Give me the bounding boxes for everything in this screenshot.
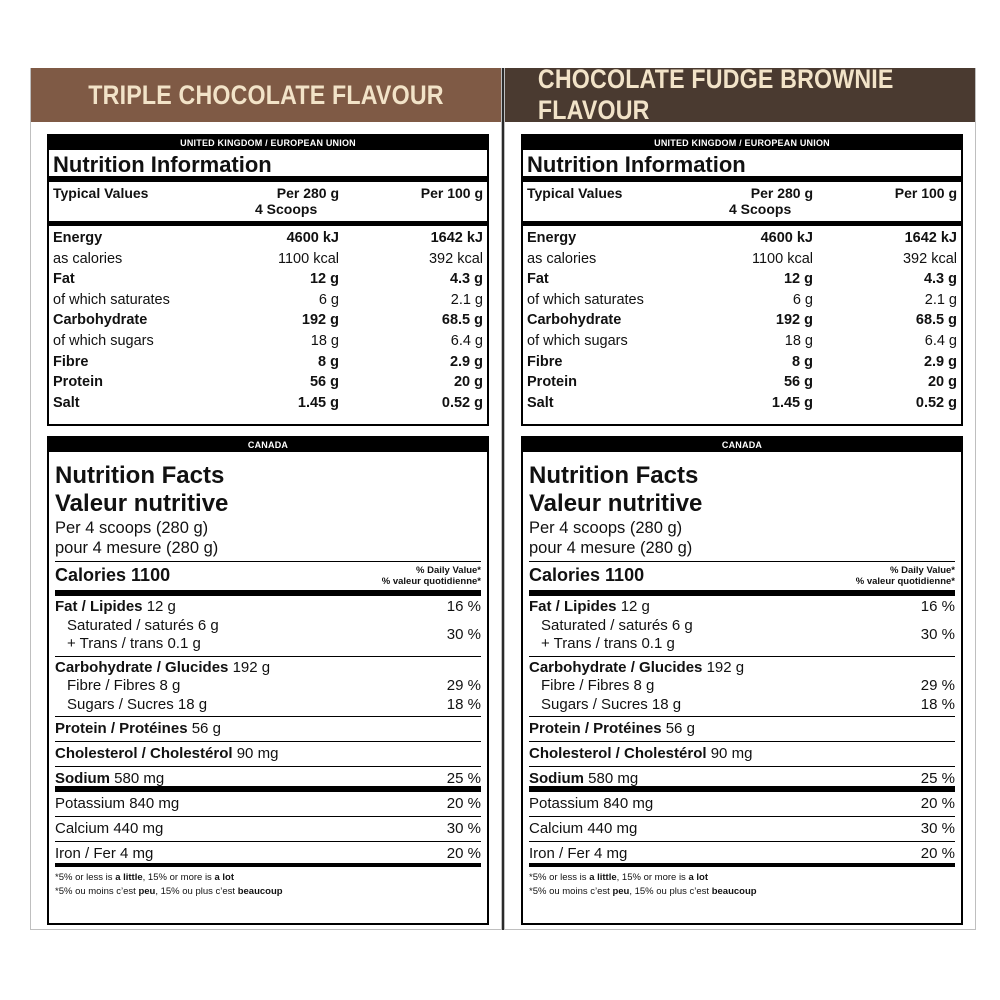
per-serving-value: 1100 kcal <box>752 250 813 267</box>
daily-value-header <box>382 565 481 587</box>
flavour-title: TRIPLE CHOCOLATE FLAVOUR <box>88 79 444 110</box>
uk-nutrient-row <box>523 393 961 414</box>
nutrition-facts-title <box>529 452 955 518</box>
potassium-dv: 20 % <box>920 795 955 812</box>
footnote-en <box>529 871 955 885</box>
calcium-dv: 30 % <box>920 820 955 837</box>
per-serving-value: 18 g <box>784 332 813 349</box>
nutrient-label: Fat <box>527 271 549 288</box>
nutrient-label: Salt <box>527 394 554 411</box>
fibre-row <box>55 677 481 696</box>
dv-en: % Daily Value* <box>416 565 481 576</box>
nutrition-information-title: Nutrition Information <box>49 150 487 182</box>
title-en: Nutrition Facts <box>55 462 225 489</box>
protein-row <box>529 717 955 742</box>
fat-dv: 16 % <box>920 598 955 615</box>
typical-values-header: Typical Values <box>53 185 149 201</box>
footnote-text: , 15% or more is <box>616 872 689 883</box>
footnote-fr <box>529 885 955 899</box>
iron-dv: 20 % <box>446 845 481 862</box>
nutrient-label: Salt <box>53 394 80 411</box>
per-serving-value: 192 g <box>775 312 813 329</box>
per-serving-value: 12 g <box>783 271 813 288</box>
calcium-dv: 30 % <box>446 820 481 837</box>
calcium-row <box>529 817 955 842</box>
nutrient-label: as calories <box>527 250 597 267</box>
per-serving-label: Per 280 g <box>750 185 813 201</box>
sugars-dv: 18 % <box>920 695 955 713</box>
per-100g-value: 6.4 g <box>450 332 483 349</box>
footnote-emphasis: peu <box>138 886 156 897</box>
scoops-label: 4 Scoops <box>729 201 792 217</box>
uk-eu-nutrition-table <box>521 134 963 426</box>
canada-nutrition-facts <box>47 436 489 925</box>
chocolate-fudge-brownie-panel <box>504 68 976 930</box>
uk-nutrient-row <box>49 228 487 249</box>
flavour-title: CHOCOLATE FUDGE BROWNIE FLAVOUR <box>537 68 894 122</box>
region-label: UNITED KINGDOM / EUROPEAN UNION <box>523 136 961 150</box>
carbohydrate-group <box>529 657 955 718</box>
per-serving-value: 6 g <box>318 291 339 308</box>
cholesterol-amount: 90 mg <box>710 745 753 762</box>
per-serving-header <box>233 185 339 221</box>
footnote-en <box>55 871 481 885</box>
footnote-text: , 15% ou plus c’est <box>155 886 238 897</box>
uk-nutrient-row <box>49 393 487 414</box>
uk-rows <box>523 226 961 413</box>
serving-size <box>55 518 481 562</box>
cholesterol-row <box>55 742 481 767</box>
per-100g-value: 2.9 g <box>923 353 957 370</box>
per-serving-header <box>707 185 813 221</box>
per-100g-value: 1642 kJ <box>430 230 483 246</box>
uk-rows <box>49 226 487 413</box>
footnote-emphasis: a little <box>115 872 143 883</box>
flavour-header-bar <box>505 68 975 122</box>
footnote-emphasis: beaucoup <box>237 886 283 897</box>
nutrient-label: Fibre <box>527 353 563 370</box>
sugars-row <box>55 696 481 715</box>
per-serving-value: 1100 kcal <box>278 250 339 267</box>
sodium-amount: 580 mg <box>114 770 165 787</box>
uk-nutrient-row <box>49 269 487 290</box>
saturated-dv: 30 % <box>446 625 481 643</box>
nutrient-label: Carbohydrate <box>527 312 622 329</box>
title-fr: Valeur nutritive <box>529 490 703 517</box>
calories-row <box>55 562 481 596</box>
iron-label: Iron / Fer 4 mg <box>529 845 628 862</box>
protein-label: Protein / Protéines <box>55 720 188 737</box>
uk-nutrient-row <box>49 310 487 331</box>
fat-amount: 12 g <box>620 598 650 615</box>
footnote-text: *5% or less is <box>55 872 116 883</box>
per-100g-value: 4.3 g <box>923 271 957 288</box>
nutrient-label: as calories <box>53 250 123 267</box>
title-en: Nutrition Facts <box>529 462 699 489</box>
per-100g-value: 0.52 g <box>915 394 957 411</box>
sodium-label: Sodium <box>55 770 110 787</box>
iron-label: Iron / Fer 4 mg <box>55 845 154 862</box>
fat-dv: 16 % <box>446 598 481 615</box>
uk-nutrient-row <box>523 310 961 331</box>
fat-group <box>55 596 481 657</box>
potassium-row <box>529 792 955 817</box>
saturated-trans-row <box>55 617 481 654</box>
sodium-amount: 580 mg <box>588 770 639 787</box>
region-label: CANADA <box>49 438 487 452</box>
footnote-text: , 15% or more is <box>142 872 215 883</box>
per-serving-value: 56 g <box>309 374 339 391</box>
potassium-row <box>55 792 481 817</box>
uk-nutrient-row <box>523 290 961 311</box>
fat-label: Fat / Lipides <box>55 598 143 615</box>
nutrient-label: Protein <box>53 374 103 391</box>
per-100g-value: 2.1 g <box>924 291 957 308</box>
carbohydrate-group <box>55 657 481 718</box>
sugars-dv: 18 % <box>446 695 481 713</box>
protein-amount: 56 g <box>191 720 221 737</box>
iron-row <box>55 842 481 867</box>
uk-nutrient-row <box>523 269 961 290</box>
uk-nutrient-row <box>523 372 961 393</box>
nutrient-label: Fibre <box>53 353 89 370</box>
fibre-label: Fibre / Fibres 8 g <box>67 677 181 694</box>
per-100g-value: 20 g <box>927 374 957 391</box>
sodium-row <box>529 767 955 792</box>
dv-en: % Daily Value* <box>890 565 955 576</box>
nutrient-label: Protein <box>527 374 577 391</box>
footnote-emphasis: beaucoup <box>711 886 757 897</box>
footnote-text: *5% or less is <box>529 872 590 883</box>
uk-nutrient-row <box>523 249 961 270</box>
sugars-row <box>529 696 955 715</box>
per-serving-value: 8 g <box>318 353 339 370</box>
saturated-dv: 30 % <box>920 625 955 643</box>
fibre-dv: 29 % <box>446 677 481 694</box>
title-fr: Valeur nutritive <box>55 490 229 517</box>
region-label: UNITED KINGDOM / EUROPEAN UNION <box>49 136 487 150</box>
protein-amount: 56 g <box>665 720 695 737</box>
nutrition-information-title: Nutrition Information <box>523 150 961 182</box>
nutrition-label-sheet <box>30 68 976 930</box>
per-serving-label: Per 280 g <box>276 185 339 201</box>
calcium-label: Calcium 440 mg <box>55 820 164 837</box>
cholesterol-label: Cholesterol / Cholestérol <box>529 745 707 762</box>
serving-fr: pour 4 mesure (280 g) <box>55 539 219 557</box>
nutrient-label: Fat <box>53 271 75 288</box>
nutrient-label: of which sugars <box>53 332 154 349</box>
sodium-label: Sodium <box>529 770 584 787</box>
per-serving-value: 12 g <box>309 271 339 288</box>
saturated-label: Saturated / saturés 6 g <box>541 616 693 634</box>
fat-row <box>529 598 955 617</box>
sugars-label: Sugars / Sucres 18 g <box>67 695 208 713</box>
footnote-text: , 15% ou plus c’est <box>629 886 712 897</box>
cholesterol-amount: 90 mg <box>236 745 279 762</box>
fat-group <box>529 596 955 657</box>
table-header-row <box>523 182 961 226</box>
flavour-header-bar <box>31 68 501 122</box>
footnote-emphasis: a lot <box>688 872 708 883</box>
iron-row <box>529 842 955 867</box>
calories-label: Calories 1100 <box>529 565 645 585</box>
footnote-text: *5% ou moins c’est <box>55 886 139 897</box>
trans-label: + Trans / trans 0.1 g <box>541 635 675 652</box>
sodium-row <box>55 767 481 792</box>
daily-value-footnote <box>55 867 481 899</box>
per-serving-value: 8 g <box>792 353 813 370</box>
fibre-label: Fibre / Fibres 8 g <box>541 677 655 694</box>
dv-fr: % valeur quotidienne* <box>381 576 481 587</box>
fat-label: Fat / Lipides <box>529 598 617 615</box>
per-100g-value: 2.9 g <box>449 353 483 370</box>
per-serving-value: 1.45 g <box>771 394 813 411</box>
carb-label: Carbohydrate / Glucides <box>55 658 229 676</box>
potassium-dv: 20 % <box>446 795 481 812</box>
calcium-row <box>55 817 481 842</box>
daily-value-header <box>856 565 955 587</box>
carb-amount: 192 g <box>232 658 271 676</box>
per-serving-value: 4600 kJ <box>286 230 339 246</box>
per-100g-value: 2.1 g <box>450 291 483 308</box>
uk-eu-nutrition-table <box>47 134 489 426</box>
carb-label: Carbohydrate / Glucides <box>529 658 703 676</box>
scoops-label: 4 Scoops <box>255 201 318 217</box>
per-100g-value: 6.4 g <box>924 332 957 349</box>
footnote-fr <box>55 885 481 899</box>
serving-en: Per 4 scoops (280 g) <box>55 519 209 537</box>
saturated-trans-row <box>529 617 955 654</box>
dv-fr: % valeur quotidienne* <box>855 576 955 587</box>
footnote-emphasis: peu <box>612 886 630 897</box>
cholesterol-row <box>529 742 955 767</box>
uk-nutrient-row <box>523 228 961 249</box>
carbohydrate-row <box>55 659 481 678</box>
per-100g-value: 68.5 g <box>915 312 957 329</box>
table-header-row <box>49 182 487 226</box>
uk-nutrient-row <box>523 352 961 373</box>
per-serving-value: 192 g <box>301 312 339 329</box>
sodium-dv: 25 % <box>446 770 481 787</box>
uk-nutrient-row <box>49 249 487 270</box>
nutrient-label: of which sugars <box>527 332 628 349</box>
per-100g-header: Per 100 g <box>894 185 957 201</box>
serving-en: Per 4 scoops (280 g) <box>529 519 683 537</box>
fibre-dv: 29 % <box>920 677 955 694</box>
per-serving-value: 18 g <box>310 332 339 349</box>
fibre-row <box>529 677 955 696</box>
potassium-label: Potassium 840 mg <box>55 795 180 812</box>
calories-label: Calories 1100 <box>55 565 171 585</box>
footnote-text: *5% ou moins c’est <box>529 886 613 897</box>
nutrient-label: Energy <box>527 230 577 246</box>
sugars-label: Sugars / Sucres 18 g <box>541 695 682 713</box>
uk-nutrient-row <box>49 372 487 393</box>
per-100g-value: 4.3 g <box>449 271 483 288</box>
nutrient-label: Carbohydrate <box>53 312 148 329</box>
uk-nutrient-row <box>49 331 487 352</box>
uk-nutrient-row <box>49 352 487 373</box>
nutrient-label: of which saturates <box>53 291 170 308</box>
calories-row <box>529 562 955 596</box>
trans-label: + Trans / trans 0.1 g <box>67 635 201 652</box>
nutrition-facts-title <box>55 452 481 518</box>
protein-label: Protein / Protéines <box>529 720 662 737</box>
saturated-label: Saturated / saturés 6 g <box>67 616 219 634</box>
carbohydrate-row <box>529 659 955 678</box>
daily-value-footnote <box>529 867 955 899</box>
serving-fr: pour 4 mesure (280 g) <box>529 539 693 557</box>
uk-nutrient-row <box>523 331 961 352</box>
calcium-label: Calcium 440 mg <box>529 820 638 837</box>
footnote-emphasis: a little <box>589 872 617 883</box>
per-100g-value: 392 kcal <box>428 250 483 267</box>
fat-row <box>55 598 481 617</box>
potassium-label: Potassium 840 mg <box>529 795 654 812</box>
protein-row <box>55 717 481 742</box>
fat-amount: 12 g <box>146 598 176 615</box>
cholesterol-label: Cholesterol / Cholestérol <box>55 745 233 762</box>
sodium-dv: 25 % <box>920 770 955 787</box>
per-serving-value: 4600 kJ <box>760 230 813 246</box>
triple-chocolate-panel <box>30 68 502 930</box>
per-100g-value: 0.52 g <box>441 394 483 411</box>
uk-nutrient-row <box>49 290 487 311</box>
per-100g-value: 68.5 g <box>441 312 483 329</box>
per-serving-value: 56 g <box>783 374 813 391</box>
per-100g-value: 1642 kJ <box>904 230 957 246</box>
canada-nutrition-facts <box>521 436 963 925</box>
footnote-emphasis: a lot <box>214 872 234 883</box>
iron-dv: 20 % <box>920 845 955 862</box>
nutrient-label: of which saturates <box>527 291 644 308</box>
per-100g-value: 20 g <box>453 374 483 391</box>
per-100g-header: Per 100 g <box>420 185 483 201</box>
typical-values-header: Typical Values <box>527 185 623 201</box>
per-100g-value: 392 kcal <box>902 250 957 267</box>
per-serving-value: 6 g <box>792 291 813 308</box>
nutrient-label: Energy <box>53 230 103 246</box>
per-serving-value: 1.45 g <box>297 394 339 411</box>
carb-amount: 192 g <box>706 658 745 676</box>
serving-size <box>529 518 955 562</box>
region-label: CANADA <box>523 438 961 452</box>
